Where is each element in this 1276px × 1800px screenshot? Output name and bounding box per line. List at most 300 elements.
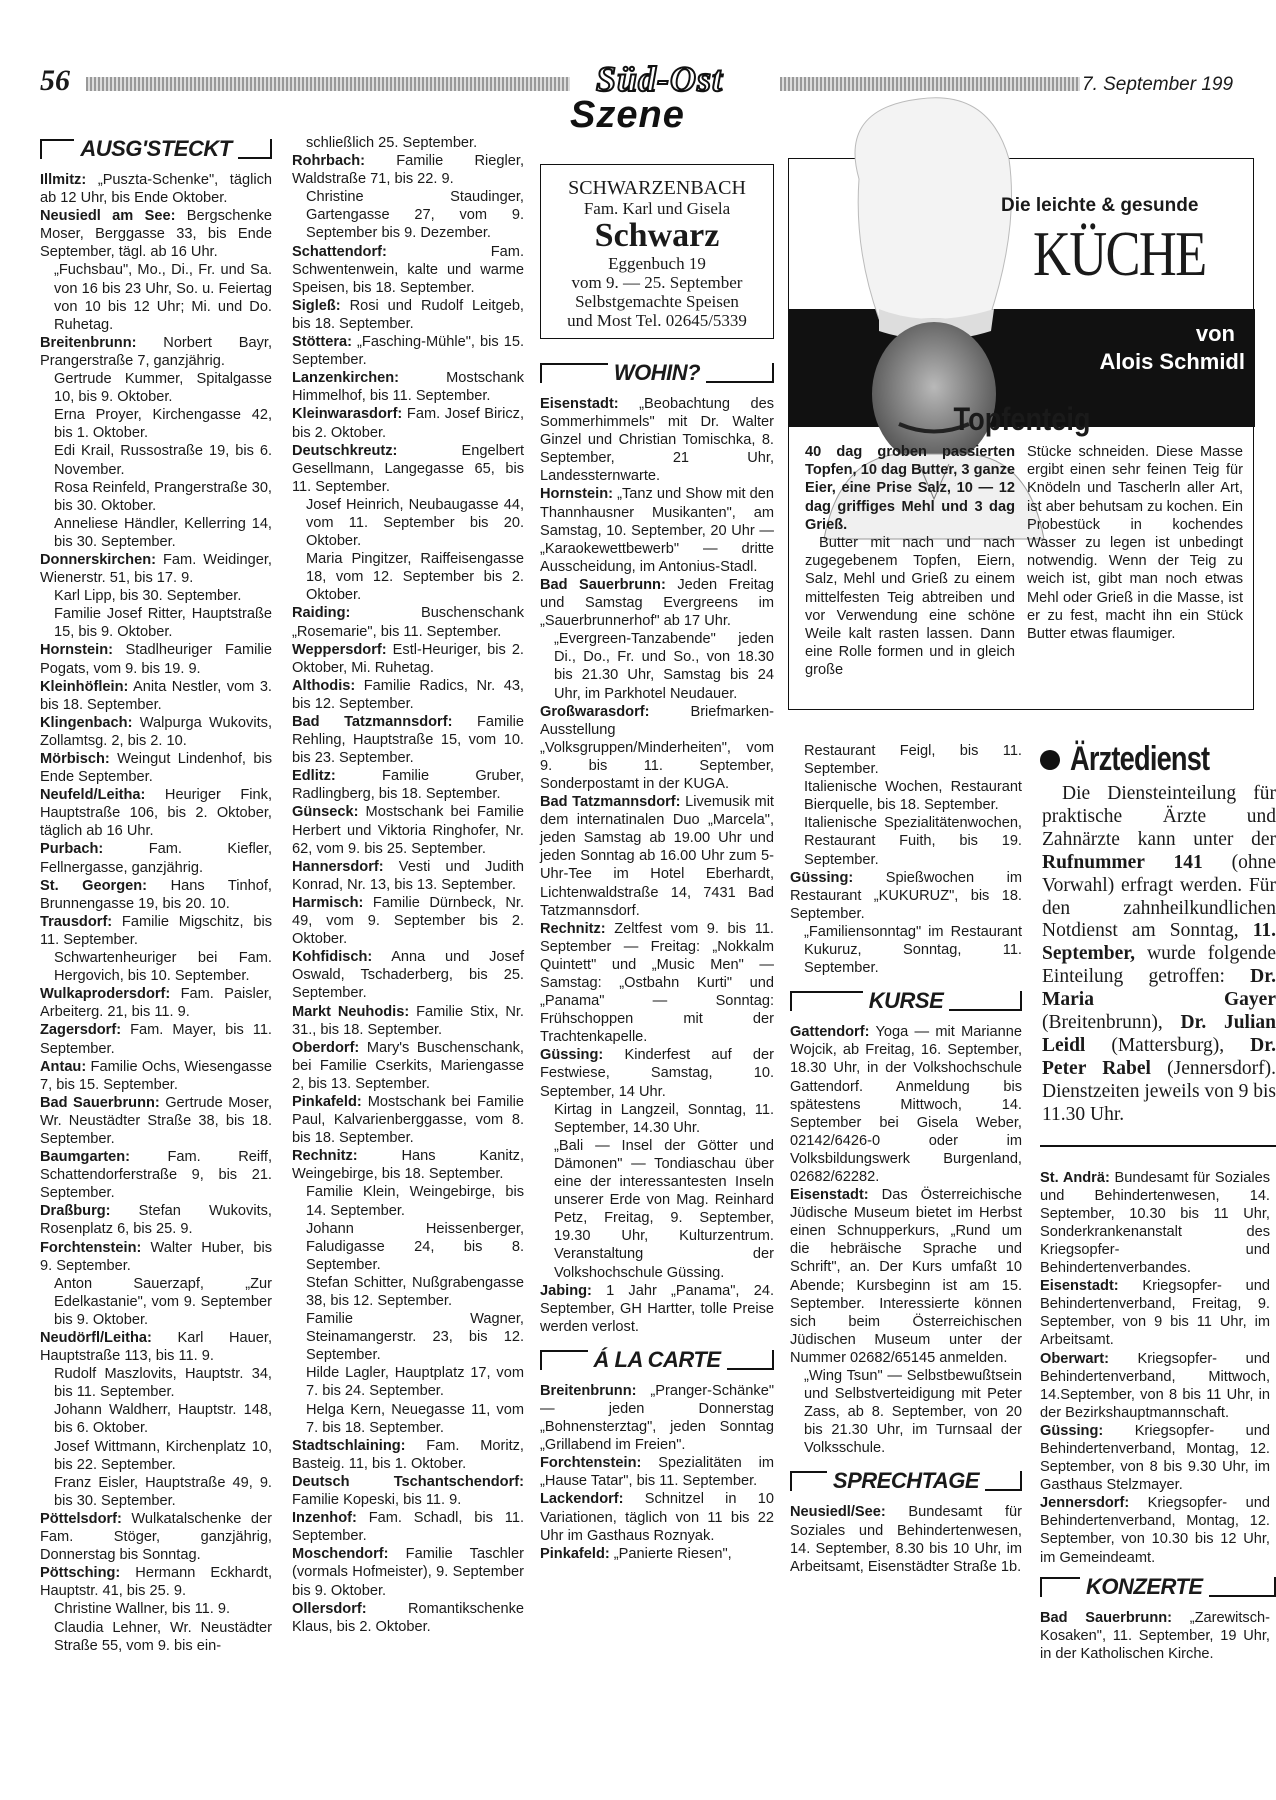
ad-line1: SCHWARZENBACH	[568, 177, 746, 199]
logo-line2: Szene	[570, 94, 685, 136]
place-name: Mörbisch:	[40, 751, 110, 767]
entry-text: Heuriger Fink, Hauptstraße 106, bis 2. Oktober, täglich ab 16 Uhr.	[40, 787, 272, 840]
entry-text: Buschenschank „Rosemarie", bis 11. September.	[292, 605, 524, 640]
place-name: St. Andrä:	[1040, 1169, 1110, 1186]
entry-text: Anna und Josef Oswald, Tschaderberg, bis 25. September.	[292, 949, 524, 1002]
entry-text: Yoga — mit Marianne Wojcik, ab Freitag, 16. September, 18.30 Uhr, in der Volkshochschule Gattendorf. Anmeldung bis spätestens Mittwoch, 14. September bei Gisela Weber, 02142/6426-0 oder im Volksbildungswerk Burgenland, 02682/62282.	[790, 1024, 1022, 1185]
place-name: Neusiedl/See:	[790, 1504, 886, 1521]
place-name: Zagersdorf:	[40, 1022, 122, 1039]
listing-entry	[40, 1564, 272, 1600]
entry-text: Bundesamt für Soziales und Behindertenwesen, 14. September, 10.30 bis 11 Uhr, Sonderkrankenanstalt des Kriegsopfer- und Behindertenverbandes.	[1040, 1169, 1270, 1277]
place-name: Deutsch Tschantschendorf:	[292, 1473, 524, 1490]
section-title: SPRECHTAGE	[832, 1468, 980, 1494]
place-name: Jabing:	[540, 1282, 592, 1299]
entry-text: Edi Krail, Russostraße 19, bis 6. November.	[54, 443, 272, 478]
kitchen-by: von	[1195, 321, 1235, 346]
listing-entry	[540, 630, 774, 702]
listing-entry	[40, 678, 272, 714]
recipe-ingredients: 40 dag groben passierten Topfen, 10 dag Butter, 3 ganze Eier, eine Prise Salz, 10 — 12 dag griffiges Mehl und 3 dag Grieß.	[805, 444, 1015, 533]
entry-text: Kriegsopfer- und Behindertenverband, Mittwoch, 14.September, von 8 bis 11 Uhr, in der Bezirkshauptmannschaft.	[1040, 1350, 1270, 1421]
listing-entry	[40, 1021, 272, 1057]
listing-entry	[40, 334, 272, 370]
place-name: Pinkafeld:	[292, 1093, 362, 1110]
listing-entry	[292, 1003, 524, 1039]
entry-text: Italienische Spezialitätenwochen, Restaurant Fuith, bis 19. September.	[804, 815, 1022, 868]
entry-text: Gertrude Kummer, Spitalgasse 10, bis 9. Oktober.	[54, 371, 272, 406]
entry-text: Hans Kanitz, Weingebirge, bis 18. September.	[292, 1148, 524, 1183]
place-name: Baumgarten:	[40, 1149, 131, 1166]
listing-entry	[292, 550, 524, 604]
listing-entry	[40, 714, 272, 750]
aerzte-text: (Mattersburg),	[1085, 1034, 1251, 1056]
listing-entry	[790, 742, 1022, 778]
advert-schwarzenbach	[540, 164, 774, 339]
szene-logo	[570, 60, 776, 150]
entry-text: Fam. Weidinger, Wienerstr. 51, bis 17. 9.	[40, 551, 272, 587]
entry-text: Christine Wallner, bis 11. 9.	[54, 1601, 231, 1618]
entry-text: Familie Wagner, Steinamangerstr. 23, bis 12. September.	[306, 1311, 524, 1364]
listing-kurse	[790, 1023, 1022, 1457]
entry-text: Familie Josef Ritter, Hauptstraße 15, bis 9. Oktober.	[54, 606, 272, 641]
section-kurse-header	[790, 988, 1022, 1014]
place-name: Lanzenkirchen:	[292, 370, 400, 387]
place-name: Bad Sauerbrunn:	[540, 576, 666, 593]
entry-text: Romantikschenke Klaus, bis 2. Oktober.	[292, 1600, 524, 1635]
place-name: Jennersdorf:	[1040, 1495, 1130, 1512]
place-name: Eisenstadt:	[540, 396, 619, 412]
listing-entry	[292, 1183, 524, 1219]
section-rule	[40, 139, 74, 159]
place-name: Neudörfl/Leitha:	[40, 1330, 152, 1346]
kitchen-feature	[788, 158, 1254, 710]
place-name: Antau:	[40, 1058, 87, 1075]
place-name: Inzenhof:	[292, 1510, 357, 1527]
entry-text: Vesti und Judith Konrad, Nr. 13, bis 13. September.	[292, 858, 524, 893]
place-name: Güssing:	[790, 869, 854, 886]
entry-text: Stadlheuriger Familie Pogats, vom 9. bis 19. 9.	[40, 642, 272, 677]
column-4	[790, 742, 1022, 1576]
section-rule	[790, 991, 863, 1011]
listing-entry	[40, 1365, 272, 1401]
listing-entry	[540, 1382, 774, 1454]
listing-entry	[292, 1401, 524, 1437]
entry-text: Familie Dürnbeck, Nr. 49, vom 9. September bis 2. Oktober.	[292, 894, 524, 948]
listing-entry	[1040, 1169, 1270, 1278]
entry-text: Hermann Eckhardt, Hauptstr. 41, bis 25. 9.	[40, 1565, 272, 1600]
listing-entry	[1040, 1422, 1270, 1494]
place-name: Güssing:	[1040, 1422, 1104, 1439]
aerzte-text: Die Diensteinteilung für praktische Ärzte und Zahnärzte kann unter der	[1042, 783, 1276, 850]
place-name: Breitenbrunn:	[540, 1382, 637, 1399]
entry-text: Fam. Schwentenwein, kalte und warme Speisen, bis 18. September.	[292, 243, 524, 296]
entry-text: Weingut Lindenhof, bis Ende September.	[40, 751, 272, 786]
section-rule	[985, 1471, 1022, 1491]
divider	[1040, 1145, 1276, 1147]
listing-entry	[292, 405, 524, 441]
place-name: Hornstein:	[540, 486, 613, 503]
section-title: KURSE	[868, 988, 944, 1014]
place-name: Bad Tatzmannsdorf:	[292, 714, 453, 730]
aerzte-doctor-3: Dr. Peter Rabel	[1042, 1034, 1276, 1079]
listing-entry	[540, 485, 774, 575]
place-name: Stadtschlaining:	[292, 1437, 406, 1454]
entry-text: Bundesamt für Soziales und Behindertenwesen, 14. September, 8.30 bis 10 Uhr, im Arbeitsamt, Eisenstädter Straße 1b.	[790, 1504, 1022, 1575]
listing-alacarte-cont	[790, 742, 1022, 977]
listing-entry	[40, 171, 272, 207]
entry-text: Fam. Moritz, Basteig. 11, bis 1. Oktober.	[292, 1437, 524, 1472]
listing-entry	[292, 1039, 524, 1093]
listing-entry	[40, 750, 272, 786]
place-name: Breitenbrunn:	[40, 334, 137, 351]
ad-line5: Selbstgemachte Speisen	[575, 292, 739, 311]
listing-sprechtage	[790, 1503, 1022, 1575]
place-name: Draßburg:	[40, 1203, 111, 1220]
place-name: Edlitz:	[292, 768, 336, 785]
listing-entry	[40, 840, 272, 876]
aerzte-doctor-1: Dr. Maria Gayer	[1042, 966, 1276, 1011]
entry-text: Estl-Heuriger, bis 2. Oktober, Mi. Ruhetag.	[292, 641, 524, 676]
listing-entry	[292, 1274, 524, 1310]
section-rule	[1209, 1577, 1276, 1597]
listing-entry	[40, 1058, 272, 1094]
entry-text: „Wing Tsun" — Selbstbewußtsein und Selbstverteidigung mit Peter Zass, ab 8. September, von 20 bis 21.30 Uhr, im Turnsaal der Volksschule.	[804, 1368, 1022, 1457]
place-name: Weppersdorf:	[292, 641, 387, 658]
recipe-title: Topfenteig	[953, 401, 1091, 437]
listing-entry	[292, 1600, 524, 1636]
entry-text: Briefmarken-Ausstellung „Volksgruppen/Minderheiten", vom 9. bis 11. September, Sonderpostamt in der KUGA.	[540, 703, 774, 792]
entry-text: Franz Eisler, Hauptstraße 49, 9. bis 30. September.	[54, 1474, 272, 1509]
entry-text: Mostschank Himmelhof, bis 11. September.	[292, 370, 524, 405]
listing-entry	[292, 243, 524, 297]
section-rule	[540, 363, 608, 383]
aerzte-text: wurde folgende Einteilung getroffen:	[1042, 943, 1276, 988]
entry-text: Norbert Bayr, Prangerstraße 7, ganzjährig.	[40, 334, 272, 369]
listing-entry	[292, 1220, 524, 1274]
listing-entry	[540, 1282, 774, 1336]
place-name: Forchtenstein:	[40, 1239, 142, 1256]
entry-text: „Beobachtung des Sommerhimmels" mit Dr. Walter Ginzel und Christian Tomischka, 8. September, 21 Uhr, Landessternwarte.	[540, 396, 774, 485]
listing-entry	[790, 1023, 1022, 1186]
section-title: Á LA CARTE	[593, 1346, 721, 1372]
page-number: 56	[40, 64, 70, 97]
recipe-instructions: Butter mit nach und nach zugegebenem Topfen, Eiern, Salz, Mehl und Grieß zu einem mittelfesten Teig abtreiben und vor Verwendung eine schöne Weile kalt rasten lassen. Dann eine Rolle formen und in gleich große	[805, 535, 1015, 679]
listing-entry	[790, 1367, 1022, 1457]
aerzte-body	[1040, 783, 1276, 1127]
entry-text: Spießwochen im Restaurant „KUKURUZ", bis 18. September.	[790, 869, 1022, 922]
place-name: Moschendorf:	[292, 1546, 389, 1563]
listing-entry	[790, 869, 1022, 923]
entry-text: Familie Kopeski, bis 11. 9.	[292, 1492, 462, 1509]
entry-text: Mostschank bei Familie Herbert und Viktoria Ringhofer, Nr. 62, vom 9. bis 25. September.	[292, 804, 524, 857]
entry-text: Familie Stix, Nr. 31., bis 18. September.	[292, 1003, 524, 1038]
kitchen-title: KÜCHE	[1033, 218, 1206, 289]
listing-entry	[292, 333, 524, 369]
listing-ausgsteckt-2	[292, 134, 524, 1636]
place-name: Klingenbach:	[40, 714, 133, 731]
section-rule	[727, 1350, 775, 1370]
entry-text: Das Österreichische Jüdische Museum bietet im Herbst einen Schnupperkurs, „Rund um die hebräische Sprache und Schrift", an. Der Kurs umfaßt 10 Abende; Kursbeginn ist am 15. September. Interessierte können sich beim Österreichischen Jüdischen Museum unter der Nummer 02682/65145 anmelden.	[790, 1187, 1022, 1366]
listing-entry	[540, 1490, 774, 1544]
listing-entry	[292, 1093, 524, 1147]
ad-line3: Eggenbuch 19	[608, 254, 706, 273]
entry-text: Karl Lipp, bis 30. September.	[54, 588, 242, 605]
listing-entry	[292, 1147, 524, 1183]
entry-text: Gertrude Moser, Wr. Neustädter Straße 38, bis 18. September.	[40, 1094, 273, 1147]
entry-text: „Familiensonntag" im Restaurant Kukuruz, Sonntag, 11. September.	[804, 923, 1022, 977]
listing-entry	[292, 677, 524, 713]
entry-text: Bergschenke Moser, Berggasse 33, bis Ende September, tägl. ab 16 Uhr.	[40, 208, 272, 261]
listing-entry	[40, 261, 272, 333]
listing-entry	[292, 1364, 524, 1400]
place-name: Sigleß:	[292, 297, 341, 314]
entry-text: Fam. Paisler, Arbeiterg. 21, bis 11. 9.	[40, 986, 272, 1021]
entry-text: Johann Heissenberger, Faludigasse 24, bis 8. September.	[306, 1220, 524, 1273]
ad-name: Schwarz	[594, 217, 720, 254]
listing-entry	[40, 207, 272, 261]
aerzte-text: (Jennersdorf). Dienstzeiten jeweils von 9 bis 11.30 Uhr.	[1042, 1057, 1276, 1125]
listing-entry	[540, 1545, 774, 1563]
listing-entry	[40, 949, 272, 985]
entry-text: „Fasching-Mühle", bis 15. September.	[292, 334, 524, 369]
listing-entry	[790, 923, 1022, 977]
listing-entry	[540, 1046, 774, 1100]
entry-text: Fam. Mayer, bis 11. September.	[40, 1022, 272, 1057]
section-ausgsteckt-header	[40, 135, 272, 161]
listing-entry	[790, 1503, 1022, 1575]
entry-text: Mostschank bei Familie Paul, Kalvarienberggasse, vom 8. bis 18. September.	[292, 1093, 524, 1147]
listing-entry	[292, 1473, 524, 1509]
section-sprechtage-header	[790, 1468, 1022, 1494]
column-5	[1040, 740, 1276, 1800]
place-name: Gattendorf:	[790, 1024, 870, 1041]
aerzte-doctor-2: Dr. Julian Leidl	[1042, 1012, 1276, 1056]
column-3	[540, 158, 774, 1563]
ad-line2: Fam. Karl und Gisela	[583, 199, 731, 218]
place-name: Lackendorf:	[540, 1491, 624, 1508]
entry-text: Schnitzel in 10 Variationen, täglich von 11 bis 22 Uhr im Gasthaus Roznyak.	[540, 1491, 774, 1544]
listing-entry	[292, 767, 524, 803]
entry-text: Christine Staudinger, Gartengasse 27, vom 9. September bis 9. Dezember.	[306, 189, 524, 242]
section-rule	[949, 991, 1022, 1011]
entry-text: Anita Nestler, vom 3. bis 18. September.	[40, 678, 272, 713]
entry-text: Helga Kern, Neuegasse 11, vom 7. bis 18. September.	[306, 1401, 524, 1436]
entry-text: Walter Huber, bis 9. September.	[40, 1239, 272, 1274]
place-name: Pöttsching:	[40, 1565, 121, 1582]
entry-text: Jeden Freitag und Samstag Evergreens im „Sauerbrunnerhof" ab 17 Uhr.	[540, 576, 774, 630]
entry-text: „Evergreen-Tanzabende" jeden Di., Do., Fr. und So., von 18.30 bis 21.30 Uhr, Samstag bis 24 Uhr, im Parkhotel Neudauer.	[554, 631, 774, 702]
listing-ausgsteckt-1	[40, 171, 272, 1655]
entry-text: Fam. Josef Biricz, bis 2. Oktober.	[292, 406, 524, 441]
section-rule	[540, 1350, 588, 1370]
listing-entry	[40, 1239, 272, 1275]
entry-text: Karl Hauer, Hauptstraße 113, bis 11. 9.	[40, 1330, 272, 1365]
listing-entry	[40, 1474, 272, 1510]
listing-entry	[40, 877, 272, 913]
place-name: Rechnitz:	[292, 1148, 358, 1165]
entry-text: Mary's Buschenschank, bei Familie Cserkits, Mariengasse 2, bis 13. September.	[292, 1039, 524, 1092]
listing-entry	[40, 1094, 272, 1148]
place-name: Rohrbach:	[292, 153, 365, 170]
entry-text: Stefan Schitter, Nußgrabengasse 38, bis 12. September.	[306, 1274, 524, 1309]
entry-text: Johann Waldherr, Hauptstr. 148, bis 6. Oktober.	[54, 1402, 272, 1437]
entry-text: Hilde Lagler, Hauptplatz 17, vom 7. bis 24. September.	[306, 1365, 524, 1400]
listing-entry	[540, 703, 774, 793]
entry-text: „Puszta-Schenke", täglich ab 12 Uhr, bis Ende Oktober.	[40, 172, 272, 207]
entry-text: Kriegsopfer- und Behindertenverband, Freitag, 9. September, von 9 bis 11 Uhr, im Arbeitsamt.	[1040, 1278, 1270, 1349]
listing-entry	[292, 369, 524, 405]
listing-entry	[292, 1509, 524, 1545]
ad-line6: und Most Tel. 02645/5339	[567, 311, 747, 330]
section-title: AUSG'STECKT	[80, 135, 232, 161]
section-rule	[706, 363, 774, 383]
place-name: St. Georgen:	[40, 877, 148, 894]
entry-text: Zeltfest vom 9. bis 11. September — Freitag: „Nokkalm Quintett" und „Music Men" — Samstag: „Ostbahn Kurti" und „Panama" — Sonntag: Frühschoppen mit der Trachtenkapelle.	[540, 920, 774, 1046]
section-rule	[790, 1471, 827, 1491]
place-name: Forchtenstein:	[540, 1455, 642, 1472]
listing-entry	[292, 858, 524, 894]
entry-text: „Tanz und Show mit den Thannhausner Musikanten", am Samstag, 10. September, 20 Uhr — „Karaokewettbewerb" — dritte Ausscheidung, im Antonius-Stadl.	[540, 486, 774, 575]
place-name: Althodis:	[292, 677, 356, 694]
listing-entry	[540, 920, 774, 1047]
listing-alacarte	[540, 1382, 774, 1563]
aerzte-phone: Rufnummer 141	[1042, 851, 1203, 873]
listing-entry	[40, 1600, 272, 1618]
listing-entry	[540, 793, 774, 920]
listing-entry	[292, 1310, 524, 1364]
listing-entry	[40, 1275, 272, 1329]
entry-text: Rudolf Maszlovits, Hauptstr. 34, bis 11. September.	[54, 1366, 272, 1401]
entry-text: Claudia Lehner, Wr. Neustädter Straße 55, vom 9. bis ein-	[54, 1619, 272, 1654]
entry-text: Hans Tinhof, Brunnengasse 19, bis 20. 10.	[40, 877, 272, 912]
recipe-text-left	[805, 443, 1015, 680]
entry-text: „Zarewitsch-Kosaken", 11. September, 19 Uhr, in der Katholischen Kirche.	[1040, 1609, 1270, 1662]
aerzte-text: (ohne Vorwahl) erfragt werden. Für den zahnheilkundlichen Notdienst am Sonntag,	[1042, 851, 1276, 942]
aerzte-text: (Breitenbrunn),	[1042, 1012, 1181, 1034]
entry-text: Stefan Wukovits, Rosenplatz 6, bis 25. 9.	[40, 1203, 272, 1238]
bullet-icon	[1040, 750, 1060, 770]
listing-entry	[40, 913, 272, 949]
section-wohin-header	[540, 359, 774, 385]
listing-entry	[40, 1619, 272, 1655]
entry-text: Familie Migschitz, bis 11. September.	[40, 913, 272, 948]
place-name: Oberwart:	[1040, 1350, 1109, 1367]
listing-entry	[40, 641, 272, 677]
listing-entry	[40, 1401, 272, 1437]
entry-text: Familie Gruber, Radlingberg, bis 18. September.	[292, 768, 524, 803]
place-name: Hornstein:	[40, 642, 113, 659]
entry-text: Anneliese Händler, Kellerring 14, bis 30. September.	[54, 515, 272, 550]
entry-text: Anton Sauerzapf, „Zur Edelkastanie", vom 9. September bis 9. Oktober.	[54, 1275, 272, 1328]
listing-entry	[292, 152, 524, 188]
listing-entry	[40, 786, 272, 840]
listing-sprechtage-cont	[1040, 1169, 1270, 1567]
listing-entry	[292, 188, 524, 242]
place-name: Eisenstadt:	[790, 1187, 869, 1204]
section-konzerte-header	[1040, 1573, 1276, 1599]
place-name: Donnerskirchen:	[40, 551, 156, 568]
entry-text: schließlich 25. September.	[306, 135, 478, 151]
listing-entry	[40, 1510, 272, 1564]
entry-text: Familie Klein, Weingebirge, bis 14. September.	[306, 1184, 524, 1219]
entry-text: Erna Proyer, Kirchengasse 42, bis 1. Oktober.	[54, 407, 272, 442]
section-rule	[1040, 1577, 1080, 1597]
entry-text: Rosi und Rudolf Leitgeb, bis 18. September.	[292, 297, 524, 332]
entry-text: Kirtag in Langzeil, Sonntag, 11. September, 14.30 Uhr.	[554, 1101, 774, 1136]
header-rule-left	[86, 77, 570, 91]
place-name: Bad Sauerbrunn:	[1040, 1609, 1173, 1626]
entry-text: Familie Radics, Nr. 43, bis 12. September.	[292, 677, 524, 712]
place-name: Großwarasdorf:	[540, 703, 650, 720]
entry-text: Fam. Reiff, Schattendorferstraße 9, bis 21. September.	[40, 1149, 272, 1202]
listing-entry	[292, 803, 524, 857]
listing-entry	[40, 551, 272, 587]
listing-entry	[1040, 1609, 1270, 1663]
listing-entry	[40, 1148, 272, 1202]
place-name: Kleinwarasdorf:	[292, 406, 403, 423]
listing-entry	[292, 948, 524, 1002]
listing-entry	[40, 442, 272, 478]
aerzte-date: 11. September,	[1042, 920, 1276, 965]
column-1	[40, 135, 272, 1655]
listing-entry	[790, 814, 1022, 868]
listing-entry	[540, 1137, 774, 1282]
place-name: Wulkaprodersdorf:	[40, 986, 171, 1003]
kitchen-subtitle: Die leichte & gesunde	[1001, 195, 1199, 216]
entry-text: Livemusik mit dem internatinalen Duo „Marcela", jeden Samstag ab 19.00 Uhr und jeden Sonntag ab 16.00 Uhr zum 5-Uhr-Tee im Hotel Eberhardt, Lichtenwaldstraße 14, 7431 Bad Tatzmannsdorf.	[540, 794, 774, 919]
listing-entry	[40, 587, 272, 605]
place-name: Bad Sauerbrunn:	[40, 1094, 160, 1111]
listing-entry	[1040, 1277, 1270, 1349]
place-name: Neufeld/Leitha:	[40, 787, 146, 804]
entry-text: Josef Heinrich, Neubaugasse 44, vom 11. September bis 20. Oktober.	[306, 496, 524, 550]
place-name: Kleinhöflein:	[40, 678, 129, 695]
kitchen-author: Alois Schmidl	[1099, 349, 1245, 374]
entry-text: Familie Riegler, Waldstraße 71, bis 22. 9.	[292, 153, 524, 188]
ad-line4: vom 9. — 25. September	[571, 273, 743, 292]
entry-text: „Pranger-Schänke" — jeden Donnerstag „Bohnensterztag", jeden Sonntag „Grillabend im Freien".	[540, 1382, 774, 1454]
place-name: Oberdorf:	[292, 1039, 360, 1056]
place-name: Raiding:	[292, 605, 351, 622]
entry-text: Fam. Kiefler, Fellnergasse, ganzjährig.	[40, 841, 272, 876]
listing-entry	[292, 297, 524, 333]
place-name: Deutschkreutz:	[292, 442, 398, 459]
entry-text: Maria Pingitzer, Raiffeisengasse 18, vom 12. September bis 2. Oktober.	[306, 551, 524, 604]
place-name: Trausdorf:	[40, 913, 113, 930]
section-title: KONZERTE	[1086, 1573, 1203, 1599]
listing-entry	[540, 1454, 774, 1490]
listing-entry	[40, 515, 272, 551]
place-name: Illmitz:	[40, 172, 87, 188]
entry-text: Fam. Schadl, bis 11. September.	[292, 1510, 524, 1545]
listing-entry	[292, 1437, 524, 1473]
place-name: Pöttelsdorf:	[40, 1510, 122, 1527]
place-name: Günseck:	[292, 804, 359, 821]
entry-text: „Bali — Insel der Götter und Dämonen" — Tondiaschau über eine der interessantesten Inseln unserer Erde von Mag. Reinhard Petz, Freitag, 9. September, 19.30 Uhr, Kulturzentrum. Veranstaltung der Volkshochschule Güssing.	[554, 1137, 774, 1281]
listing-konzerte	[1040, 1609, 1270, 1663]
entry-text: „Fuchsbau", Mo., Di., Fr. und Sa. von 16 bis 23 Uhr, So. u. Feiertag von 10 bis 12 Uhr; Mi. und Do. Ruhetag.	[54, 262, 272, 333]
entry-text: Kriegsopfer- und Behindertenverband, Montag, 12. September, von 10.30 bis 12 Uhr, im Gemeindeamt.	[1040, 1495, 1270, 1566]
aerzte-title: Ärztedienst	[1070, 740, 1210, 778]
place-name: Purbach:	[40, 841, 104, 858]
place-name: Kohfidisch:	[292, 949, 373, 966]
entry-text: Familie Taschler (vormals Hofmeister), 9. September bis 9. Oktober.	[292, 1546, 524, 1599]
place-name: Harmisch:	[292, 894, 364, 911]
listing-entry	[292, 496, 524, 550]
place-name: Ollersdorf:	[292, 1600, 367, 1617]
listing-entry	[540, 1101, 774, 1137]
listing-entry	[540, 395, 774, 485]
listing-entry	[40, 985, 272, 1021]
